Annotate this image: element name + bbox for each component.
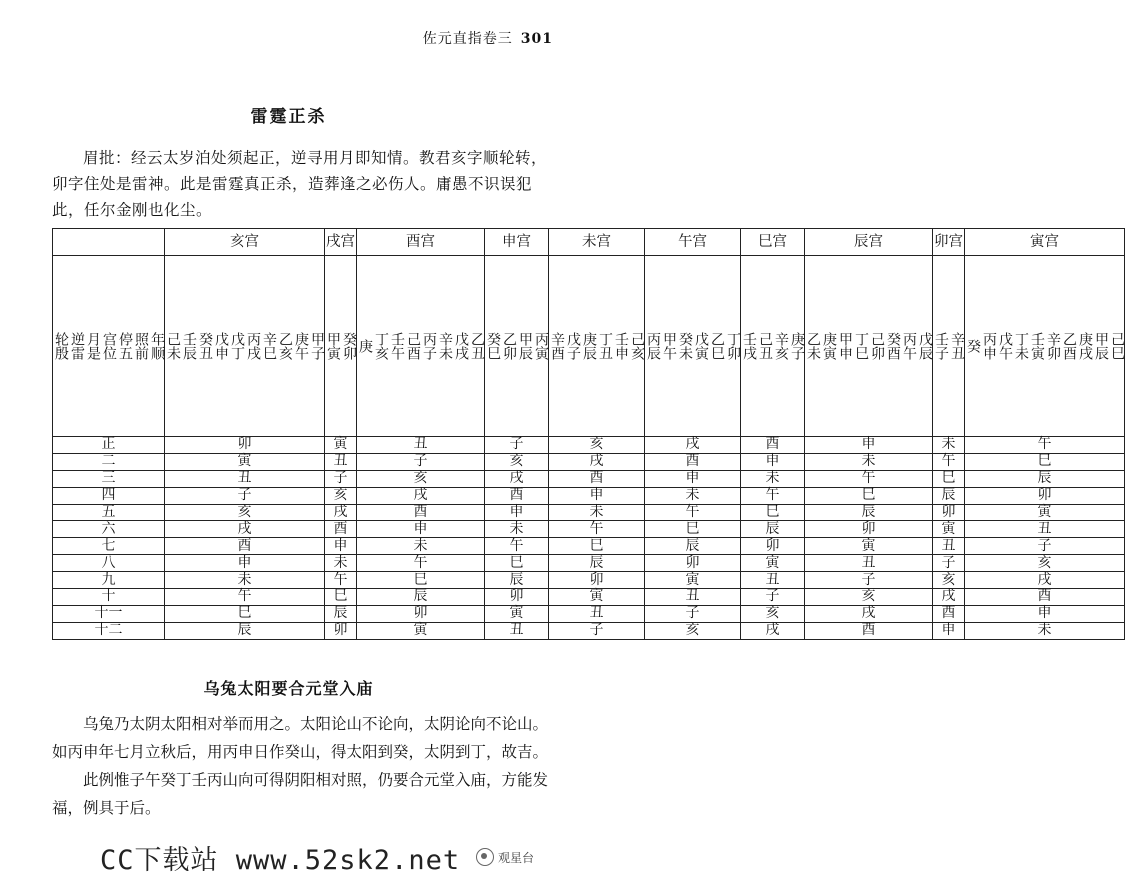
branch-cell: 丑	[805, 555, 933, 572]
branch-cell: 辰	[741, 521, 805, 538]
branch-cell: 寅	[805, 538, 933, 555]
ganzhi-text: 乙未	[805, 332, 821, 360]
branch-cell: 辰	[805, 504, 933, 521]
ganzhi-text: 辛亥	[773, 332, 789, 360]
ganzhi-text: 丙午	[901, 332, 917, 360]
branch-cell: 寅	[549, 589, 645, 606]
branch-cell: 酉	[165, 538, 325, 555]
branch-cell: 巳	[165, 605, 325, 622]
branch-cell: 丑	[933, 538, 965, 555]
table-row	[53, 437, 1125, 454]
month-cell: 十二	[53, 622, 165, 639]
ganzhi-text: 庚子	[789, 332, 805, 360]
branch-cell: 亥	[805, 589, 933, 606]
ganzhi-text: 戊寅	[693, 332, 709, 360]
ganzhi-text: 己巳	[1109, 332, 1125, 360]
branch-cell: 辰	[485, 572, 549, 589]
ganzhi-text: 乙酉	[1061, 332, 1077, 360]
ganzhi-text: 壬寅	[1029, 332, 1045, 360]
month-cell: 十一	[53, 605, 165, 622]
page-header	[423, 28, 553, 48]
branch-cell: 辰	[965, 470, 1125, 487]
left-header-text: 月是	[85, 332, 101, 360]
column-body-cell	[965, 256, 1125, 437]
ganzhi-text: 丁丑	[597, 332, 613, 360]
branch-cell: 寅	[933, 521, 965, 538]
branch-cell: 子	[325, 470, 357, 487]
left-header-text: 年顺	[149, 332, 165, 360]
branch-cell: 子	[645, 605, 741, 622]
source-badge	[476, 848, 534, 866]
ganzhi-text: 己丑	[757, 332, 773, 360]
branch-cell: 丑	[549, 605, 645, 622]
branch-cell: 申	[325, 538, 357, 555]
branch-cell: 丑	[741, 572, 805, 589]
ganzhi-text: 丙戌	[245, 332, 261, 360]
branch-cell: 未	[933, 437, 965, 454]
ganzhi-text: 戊辰	[917, 332, 933, 360]
column-header: 未宫	[549, 229, 645, 256]
ganzhi-text: 壬申	[613, 332, 629, 360]
branch-cell: 丑	[485, 622, 549, 639]
branch-cell: 辰	[165, 622, 325, 639]
column-header: 亥宫	[165, 229, 325, 256]
column-body-cell	[357, 256, 485, 437]
branch-cell: 戌	[933, 589, 965, 606]
ganzhi-text: 戊子	[565, 332, 581, 360]
left-header-cell	[53, 256, 165, 437]
branch-cell: 丑	[645, 589, 741, 606]
column-header: 辰宫	[805, 229, 933, 256]
commentary-paragraph: 眉批：经云太岁泊处须起正，逆寻用月即知情。教君亥字顺轮转，卯字住处是雷神。此是雷霆真正杀，造葬逢之必伤人。庸愚不识误犯此，任尔金刚也化尘。	[52, 149, 548, 219]
branch-cell: 子	[357, 453, 485, 470]
ganzhi-text: 乙亥	[277, 332, 293, 360]
table-header-row	[53, 229, 1125, 256]
ganzhi-text: 戊申	[213, 332, 229, 360]
ganzhi-text: 己亥	[629, 332, 645, 360]
ganzhi-text: 辛酉	[549, 332, 565, 360]
branch-cell: 辰	[357, 589, 485, 606]
branch-cell: 戌	[485, 470, 549, 487]
branch-cell: 子	[933, 555, 965, 572]
ganzhi-text: 甲子	[309, 332, 325, 360]
branch-cell: 酉	[933, 605, 965, 622]
month-cell: 十	[53, 589, 165, 606]
branch-cell: 卯	[165, 437, 325, 454]
branch-cell: 未	[549, 504, 645, 521]
ganzhi-text: 甲午	[661, 332, 677, 360]
ganzhi-text: 庚辰	[581, 332, 597, 360]
column-header: 戌宫	[325, 229, 357, 256]
ganzhi-text: 甲辰	[1093, 332, 1109, 360]
column-header: 申宫	[485, 229, 549, 256]
month-cell: 二	[53, 453, 165, 470]
branch-cell: 午	[549, 521, 645, 538]
column-body-cell	[485, 256, 549, 437]
table-row	[53, 453, 1125, 470]
ganzhi-text: 戊戌	[453, 332, 469, 360]
branch-cell: 戌	[549, 453, 645, 470]
badge-label: 观星台	[498, 850, 535, 865]
branch-cell: 寅	[357, 622, 485, 639]
ganzhi-text: 癸酉	[885, 332, 901, 360]
branch-cell: 丑	[165, 470, 325, 487]
column-body-cell	[549, 256, 645, 437]
column-body-cell	[165, 256, 325, 437]
branch-cell: 子	[165, 487, 325, 504]
branch-cell: 卯	[741, 538, 805, 555]
branch-cell: 亥	[165, 504, 325, 521]
branch-cell: 巳	[741, 504, 805, 521]
column-body-cell	[325, 256, 357, 437]
corner-cell	[53, 229, 165, 256]
branch-cell: 卯	[357, 605, 485, 622]
branch-cell: 酉	[645, 453, 741, 470]
ganzhi-text: 辛未	[437, 332, 453, 360]
branch-cell: 寅	[165, 453, 325, 470]
column-header: 酉宫	[357, 229, 485, 256]
branch-cell: 酉	[325, 521, 357, 538]
ganzhi-text: 丁卯	[725, 332, 741, 360]
column-body-cell	[805, 256, 933, 437]
branch-cell: 午	[805, 470, 933, 487]
commentary	[52, 145, 557, 223]
branch-cell: 申	[645, 470, 741, 487]
branch-cell: 酉	[741, 437, 805, 454]
ganzhi-text: 丁亥	[373, 332, 389, 360]
ganzhi-text: 丙申	[981, 332, 997, 360]
branch-cell: 酉	[549, 470, 645, 487]
branch-cell: 酉	[965, 589, 1125, 606]
branch-cell: 子	[485, 437, 549, 454]
branch-cell: 亥	[645, 622, 741, 639]
ganzhi-text: 庚寅	[821, 332, 837, 360]
branch-cell: 未	[965, 622, 1125, 639]
branch-cell: 子	[965, 538, 1125, 555]
paragraph-1: 乌兔乃太阴太阳相对举而用之。太阳论山不论向，太阴论向不论山。如丙申年七月立秋后，用丙申日作癸山，得太阳到癸，太阴到丁，故吉。	[52, 715, 549, 761]
table-row	[53, 605, 1125, 622]
branch-cell: 申	[965, 605, 1125, 622]
ganzhi-text: 乙巳	[709, 332, 725, 360]
ganzhi-text: 壬戌	[741, 332, 757, 360]
branch-cell: 午	[933, 453, 965, 470]
branch-cell: 巳	[325, 589, 357, 606]
ganzhi-text: 戊丁	[229, 332, 245, 360]
branch-cell: 未	[485, 521, 549, 538]
branch-cell: 午	[741, 487, 805, 504]
table-row	[53, 538, 1125, 555]
branch-cell: 卯	[645, 555, 741, 572]
branch-cell: 戌	[645, 437, 741, 454]
branch-cell: 戌	[965, 572, 1125, 589]
ganzhi-text: 癸	[965, 339, 981, 353]
table-row	[53, 504, 1125, 521]
branch-cell: 亥	[485, 453, 549, 470]
table-row	[53, 487, 1125, 504]
section-title-thunder: 雷霆正杀	[250, 107, 327, 127]
branch-cell: 卯	[325, 622, 357, 639]
branch-cell: 亥	[325, 487, 357, 504]
branch-cell: 戌	[805, 605, 933, 622]
column-header: 巳宫	[741, 229, 805, 256]
month-cell: 正	[53, 437, 165, 454]
branch-cell: 子	[549, 622, 645, 639]
ganzhi-text: 庚	[357, 339, 373, 353]
ganzhi-text: 庚午	[293, 332, 309, 360]
branch-cell: 午	[645, 504, 741, 521]
branch-cell: 亥	[965, 555, 1125, 572]
ganzhi-text: 丁巳	[853, 332, 869, 360]
branch-cell: 未	[357, 538, 485, 555]
column-body-cell	[933, 256, 965, 437]
branch-cell: 未	[805, 453, 933, 470]
branch-cell: 丑	[325, 453, 357, 470]
branch-cell: 申	[357, 521, 485, 538]
column-body-cell	[645, 256, 741, 437]
ganzhi-text: 甲辰	[517, 332, 533, 360]
month-cell: 九	[53, 572, 165, 589]
ganzhi-text: 癸未	[677, 332, 693, 360]
branch-cell: 巳	[549, 538, 645, 555]
ganzhi-text: 丙寅	[533, 332, 549, 360]
ganzhi-text: 丙子	[421, 332, 437, 360]
left-header-text: 轮殷	[53, 332, 69, 360]
ganzhi-text: 壬午	[389, 332, 405, 360]
ganzhi-text: 壬子	[933, 332, 949, 360]
table-body-row	[53, 256, 1125, 437]
branch-cell: 寅	[485, 605, 549, 622]
ganzhi-text: 辛巳	[261, 332, 277, 360]
ganzhi-text: 癸卯	[341, 332, 357, 360]
ganzhi-text: 己未	[165, 332, 181, 360]
table-row	[53, 470, 1125, 487]
eye-icon	[476, 848, 494, 866]
left-header-text: 照前	[133, 332, 149, 360]
section2-body	[52, 710, 557, 822]
branch-cell: 辰	[325, 605, 357, 622]
month-cell: 四	[53, 487, 165, 504]
branch-cell: 午	[357, 555, 485, 572]
ganzhi-text: 壬辰	[181, 332, 197, 360]
ganzhi-text: 丙辰	[645, 332, 661, 360]
ganzhi-text: 癸丑	[197, 332, 213, 360]
branch-cell: 寅	[965, 504, 1125, 521]
branch-cell: 未	[741, 470, 805, 487]
branch-cell: 未	[325, 555, 357, 572]
table-row	[53, 555, 1125, 572]
month-cell: 五	[53, 504, 165, 521]
branch-cell: 卯	[933, 504, 965, 521]
section-title-sun-moon: 乌兔太阳要合元堂入庙	[203, 679, 374, 698]
column-body-cell	[741, 256, 805, 437]
branch-cell: 亥	[933, 572, 965, 589]
column-header: 午宫	[645, 229, 741, 256]
branch-cell: 卯	[549, 572, 645, 589]
thunder-table	[52, 228, 1125, 640]
branch-cell: 申	[485, 504, 549, 521]
table-row	[53, 521, 1125, 538]
branch-cell: 巳	[645, 521, 741, 538]
branch-cell: 申	[933, 622, 965, 639]
branch-cell: 子	[741, 589, 805, 606]
ganzhi-text: 己酉	[405, 332, 421, 360]
branch-cell: 巳	[485, 555, 549, 572]
column-header: 卯宫	[933, 229, 965, 256]
branch-cell: 午	[325, 572, 357, 589]
branch-cell: 酉	[357, 504, 485, 521]
left-header-text: 停五	[117, 332, 133, 360]
branch-cell: 申	[165, 555, 325, 572]
branch-cell: 戌	[325, 504, 357, 521]
ganzhi-text: 庚戌	[1077, 332, 1093, 360]
ganzhi-text: 己卯	[869, 332, 885, 360]
branch-cell: 午	[485, 538, 549, 555]
ganzhi-text: 戊午	[997, 332, 1013, 360]
month-cell: 三	[53, 470, 165, 487]
branch-cell: 亥	[549, 437, 645, 454]
branch-cell: 戌	[741, 622, 805, 639]
table-row	[53, 589, 1125, 606]
ganzhi-text: 癸巳	[485, 332, 501, 360]
branch-cell: 午	[165, 589, 325, 606]
branch-cell: 酉	[485, 487, 549, 504]
column-header: 寅宫	[965, 229, 1125, 256]
branch-cell: 申	[805, 437, 933, 454]
ganzhi-text: 辛丑	[949, 332, 965, 360]
branch-cell: 辰	[549, 555, 645, 572]
ganzhi-text: 乙卯	[501, 332, 517, 360]
branch-cell: 卯	[805, 521, 933, 538]
branch-cell: 丑	[357, 437, 485, 454]
paragraph-2: 此例惟子午癸丁壬丙山向可得阴阳相对照，仍要合元堂入庙，方能发福，例具于后。	[52, 771, 549, 817]
page-number: 301	[520, 31, 553, 47]
branch-cell: 卯	[485, 589, 549, 606]
month-cell: 八	[53, 555, 165, 572]
ganzhi-text: 乙丑	[469, 332, 485, 360]
ganzhi-text: 甲寅	[325, 332, 341, 360]
branch-cell: 戌	[165, 521, 325, 538]
ganzhi-text: 辛卯	[1045, 332, 1061, 360]
ganzhi-text: 甲申	[837, 332, 853, 360]
left-header-text: 宫位	[101, 332, 117, 360]
branch-cell: 辰	[645, 538, 741, 555]
branch-cell: 寅	[325, 437, 357, 454]
branch-cell: 未	[165, 572, 325, 589]
branch-cell: 申	[549, 487, 645, 504]
branch-cell: 未	[645, 487, 741, 504]
month-cell: 六	[53, 521, 165, 538]
branch-cell: 巳	[933, 470, 965, 487]
branch-cell: 亥	[741, 605, 805, 622]
branch-cell: 寅	[645, 572, 741, 589]
branch-cell: 寅	[741, 555, 805, 572]
ganzhi-text: 丁未	[1013, 332, 1029, 360]
month-cell: 七	[53, 538, 165, 555]
left-header-text: 逆雷	[69, 332, 85, 360]
branch-cell: 戌	[357, 487, 485, 504]
book-title: 佐元直指卷三	[422, 31, 513, 47]
branch-cell: 卯	[965, 487, 1125, 504]
branch-cell: 辰	[933, 487, 965, 504]
branch-cell: 巳	[805, 487, 933, 504]
branch-cell: 巳	[965, 453, 1125, 470]
branch-cell: 子	[805, 572, 933, 589]
branch-cell: 酉	[805, 622, 933, 639]
branch-cell: 午	[965, 437, 1125, 454]
branch-cell: 亥	[357, 470, 485, 487]
branch-cell: 丑	[965, 521, 1125, 538]
table-row	[53, 572, 1125, 589]
branch-cell: 申	[741, 453, 805, 470]
watermark-text: CC下载站 www.52sk2.net	[100, 845, 461, 876]
table-row	[53, 622, 1125, 639]
branch-cell: 巳	[357, 572, 485, 589]
